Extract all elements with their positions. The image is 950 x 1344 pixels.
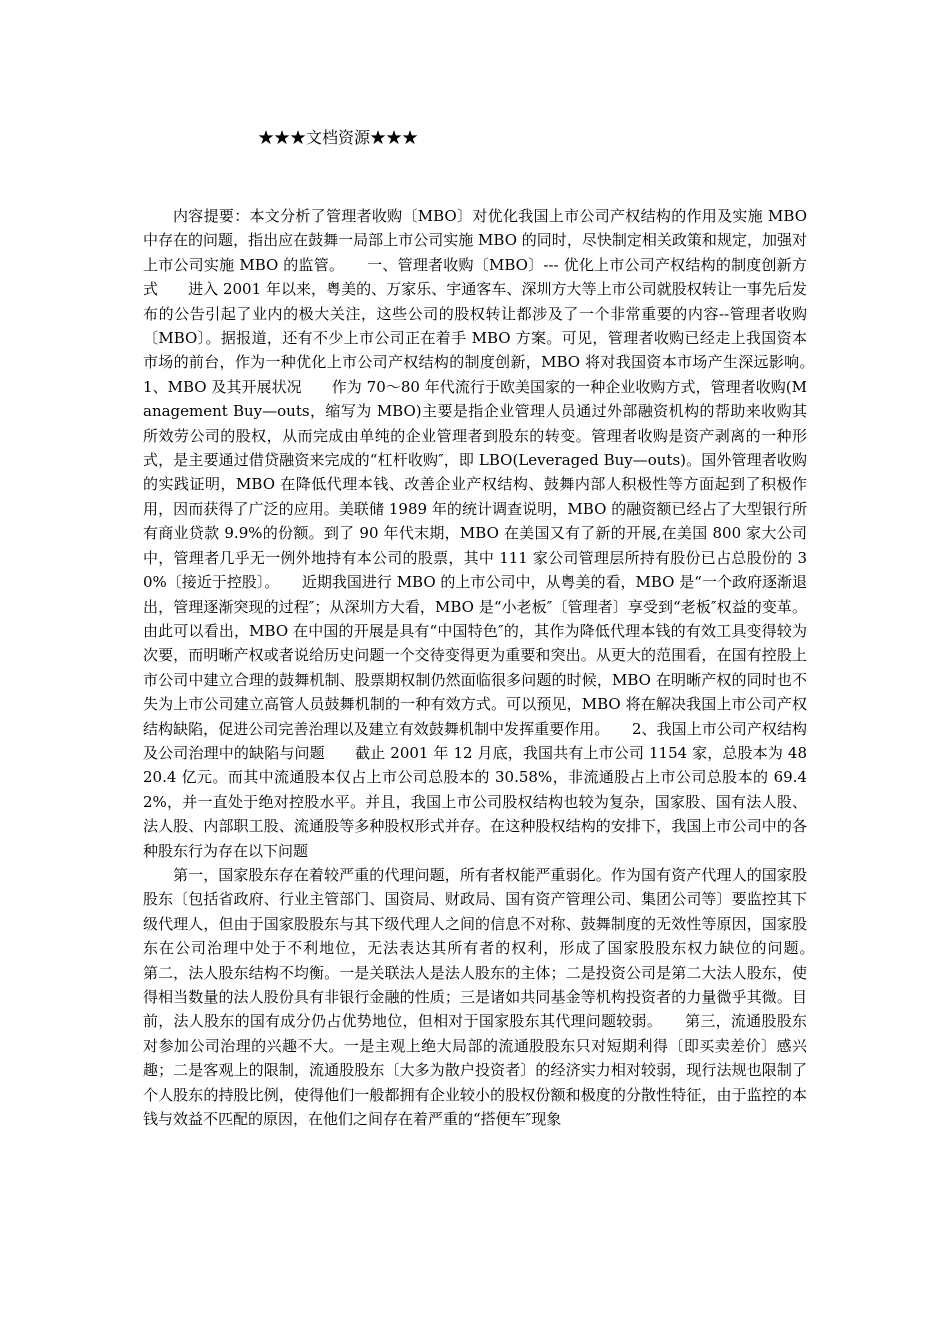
paragraph-2: 第一，国家股东存在着较严重的代理问题，所有者权能严重弱化。作为国有资产代理人的国家股股东〔包括省政府、行业主管部门、国资局、财政局、国有资产管理公司、集团公司等〕要监控其下级代理人，但由于国家股股东与其下级代理人之间的信息不对称、鼓舞制度的无效性等原因，国家股东在公司治理中处于不利地位，无法表达其所有者的权利，形成了国家股股东权力缺位的问题。 第二，法人股东结构不均衡。一是关联法人是法人股东的主体；二是投资公司是第二大法人股东，使得相当数量的法人股份具有非银行金融的性质；三是诸如共同基金等机构投资者的力量微乎其微。目前，法人股东的国有成分仍占优势地位，但相对于国家股东其代理问题较弱。 第三，流通股股东对参加公司治理的兴趣不大。一是主观上绝大局部的流通股股东只对短期利得〔即买卖差价〕感兴趣；二是客观上的限制，流通股股东〔大多为散户投资者〕的经济实力相对较弱，现行法规也限制了个人股东的持股比例，使得他们一般都拥有企业较小的股权份额和极度的分散性特征，由于监控的本钱与效益不匹配的原因，在他们之间存在着严重的“搭便车″现象: [143, 865, 838, 1129]
document-header: ★★★文档资源★★★: [257, 128, 418, 147]
document-body: [143, 204, 838, 1131]
paragraph-1: 内容提要：本文分析了管理者收购〔MBO〕对优化我国上市公司产权结构的作用及实施 MBO 中存在的问题，指出应在鼓舞一局部上市公司实施 MBO 的同时，尽快制定相关政策和规定，加强对上市公司实施 MBO 的监管。 一、管理者收购〔MBO〕--- 优化上市公司产权结构的制度创新方式 进入 2001 年以来，粤美的、万家乐、宇通客车、深圳方大等上市公司就股权转让一事先后发布的公告引起了业内的极大关注，这些公司的股权转让都涉及了一个非常重要的内容--管理者收购〔MBO〕。据报道，还有不少上市公司正在着手 MBO 方案。可见，管理者收购已经走上我国资本市场的前台，作为一种优化上市公司产权结构的制度创新，MBO 将对我国资本市场产生深远影响。 1、MBO 及其开展状况 作为 70～80 年代流行于欧美国家的一种企业收购方式，管理者收购(Management Buy—outs，缩写为 MBO)主要是指企业管理人员通过外部融资机构的帮助来收购其所效劳公司的股权，从而完成由单纯的企业管理者到股东的转变。管理者收购是资产剥离的一种形式，是主要通过借贷融资来完成的“杠杆收购″，即 LBO(Leveraged Buy—outs)。国外管理者收购的实践证明，MBO 在降低代理本钱、改善企业产权结构、鼓舞内部人积极性等方面起到了积极作用，因而获得了广泛的应用。美联储 1989 年的统计调查说明，MBO 的融资额已经占了大型银行所有商业贷款 9.9%的份额。到了 90 年代末期，MBO 在美国又有了新的开展,在美国 800 家大公司中，管理者几乎无一例外地持有本公司的股票，其中 111 家公司管理层所持有股份已占总股份的 30%〔接近于控股〕。 近期我国进行 MBO 的上市公司中，从粤美的看，MBO 是“一个政府逐渐退出，管理逐渐突现的过程″；从深圳方大看，MBO 是“小老板″〔管理者〕享受到“老板″权益的变革。由此可以看出，MBO 在中国的开展是具有“中国特色″的，其作为降低代理本钱的有效工具变得较为次要，而明晰产权或者说给历史问题一个交待变得更为重要和突出。从更大的范围看，在国有控股上市公司中建立合理的鼓舞机制、股票期权制仍然面临很多问题的时候，MBO 在明晰产权的同时也不失为上市公司建立高管人员鼓舞机制的一种有效方式。可以预见，MBO 将在解决我国上市公司产权结构缺陷，促进公司完善治理以及建立有效鼓舞机制中发挥重要作用。 2、我国上市公司产权结构及公司治理中的缺陷与问题 截止 2001 年 12 月底，我国共有上市公司 1154 家，总股本为 4820.4 亿元。而其中流通股本仅占上市公司总股本的 30.58%，非流通股占上市公司总股本的 69.42%，并一直处于绝对控股水平。并且，我国上市公司股权结构也较为复杂，国家股、国有法人股、法人股、内部职工股、流通股等多种股权形式并存。在这种股权结构的安排下，我国上市公司中的各种股东行为存在以下问题: [143, 207, 838, 860]
